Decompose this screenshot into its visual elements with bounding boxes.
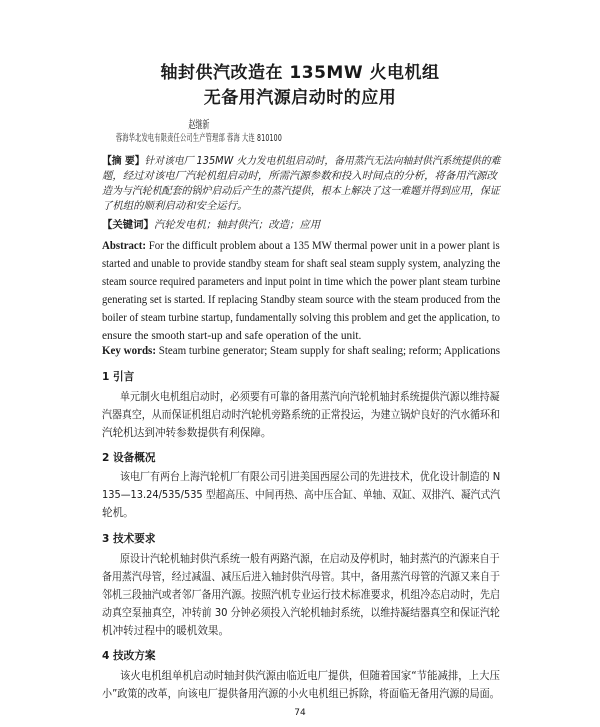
abstract-en-line-5: boiler of steam turbine startup, fundamentally solving this problem and get the application, to xyxy=(102,312,500,324)
abstract-en-line-3: steam source required parameters and input point in time which the power plant steam turbine xyxy=(102,276,501,288)
section-1-heading: 1 引言 xyxy=(102,371,135,383)
keywords-cn-label: 【关键词】 xyxy=(102,219,154,231)
keywords-en-text: Steam turbine generator; Steam supply for shaft sealing; reform; Applications xyxy=(158,345,500,357)
abstract-cn-line-1 xyxy=(102,152,501,167)
paper-title-line-1: 轴封供汽改造在 135MW 火电机组 xyxy=(160,63,440,83)
section-3-heading: 3 技术要求 xyxy=(102,533,156,545)
abstract-cn-line-4: 了机组的顺利启动和安全运行。 xyxy=(102,200,248,212)
section-1-line-1: 单元制火电机组启动时，必须要有可靠的备用蒸汽向汽轮机轴封系统提供汽源以维持凝 xyxy=(120,391,500,403)
author-name: 赵继新 xyxy=(188,119,210,131)
author-affiliation: 蓉海华北发电有限责任公司生产管理部 蓉海 大连 810100 xyxy=(115,133,282,144)
section-3-line-5: 机冲转过程中的暖机效果。 xyxy=(102,625,230,637)
section-2-line-3: 轮机。 xyxy=(102,507,134,519)
section-2-line-1: 该电厂有两台上海汽轮机厂有限公司引进美国西屋公司的先进技术，优化设计制造的 N xyxy=(120,471,501,483)
keywords-en xyxy=(102,345,500,357)
abstract-en-text-1: For the difficult problem about a 135 MW thermal power unit in a power plant is xyxy=(148,240,500,252)
page-number: 74 xyxy=(294,708,306,718)
section-3-line-3: 邻机三段抽汽或者邻厂备用汽源。按照汽机专业运行技术标准要求，机组冷态启动时，先启 xyxy=(102,589,500,601)
section-3-line-2: 备用蒸汽母管，经过减温、减压后进入轴封供汽母管。其中，备用蒸汽母管的汽源又来自于 xyxy=(102,571,500,583)
paper-title-line-2: 无备用汽源启动时的应用 xyxy=(203,88,397,108)
abstract-en-line-1 xyxy=(102,240,500,252)
abstract-cn-line-2: 题，经过对该电厂汽轮机组启动时，所需汽源参数和投入时间点的分析，将备用汽源改 xyxy=(102,170,497,182)
abstract-cn-line-3: 造为与汽轮机配套的锅炉启动后产生的蒸汽提供，根本上解决了这一难题并得到应用，保证 xyxy=(102,185,500,197)
section-2-line-2: 135—13.24/535/535 型超高压、中间再热、高中压合缸、单轴、双缸、双排汽、凝汽式汽 xyxy=(102,489,501,501)
keywords-cn xyxy=(102,216,500,231)
keywords-cn-text: 汽轮发电机；轴封供汽；改造；应用 xyxy=(153,219,321,231)
abstract-en-line-2: started and unable to provide standby steam for shaft seal steam supply system, analyzing the xyxy=(102,258,501,270)
section-1-line-2: 汽器真空，从而保证机组启动时汽轮机旁路系统的正常投运，为建立锅炉良好的汽水循环和 xyxy=(102,409,500,421)
abstract-cn-text-1: 针对该电厂 135MW 火力发电机组启动时，备用蒸汽无法向轴封供汽系统提供的难 xyxy=(144,155,501,167)
section-4-line-2: 小”政策的改革，向该电厂提供备用汽源的小火电机组已拆除，将面临无备用汽源的局面。 xyxy=(102,688,500,700)
section-3-line-1: 原设计汽轮机轴封供汽系统一般有两路汽源，在启动及停机时，轴封蒸汽的汽源来自于 xyxy=(120,553,500,565)
section-4-line-1: 该火电机组单机启动时轴封供汽源由临近电厂提供，但随着国家“节能减排，上大压 xyxy=(120,670,500,682)
keywords-en-label: Key words: xyxy=(102,345,156,357)
section-2-heading: 2 设备概况 xyxy=(102,452,156,464)
abstract-cn-label: 【摘 要】 xyxy=(102,155,145,167)
section-4-heading: 4 技改方案 xyxy=(102,650,156,662)
abstract-en-line-6: ensure the smooth start-up and safe operation of the unit. xyxy=(102,330,362,342)
abstract-en-line-4: generating set is started. If replacing Standby steam source with the steam produced from the xyxy=(102,294,501,306)
abstract-en-label: Abstract: xyxy=(102,240,146,252)
section-1-line-3: 汽轮机达到冲转参数提供有利保障。 xyxy=(102,427,272,439)
section-3-line-4: 动真空泵抽真空，冲转前 30 分钟必须投入汽轮机轴封系统，以维持凝结器真空和保证汽轮 xyxy=(102,607,500,619)
